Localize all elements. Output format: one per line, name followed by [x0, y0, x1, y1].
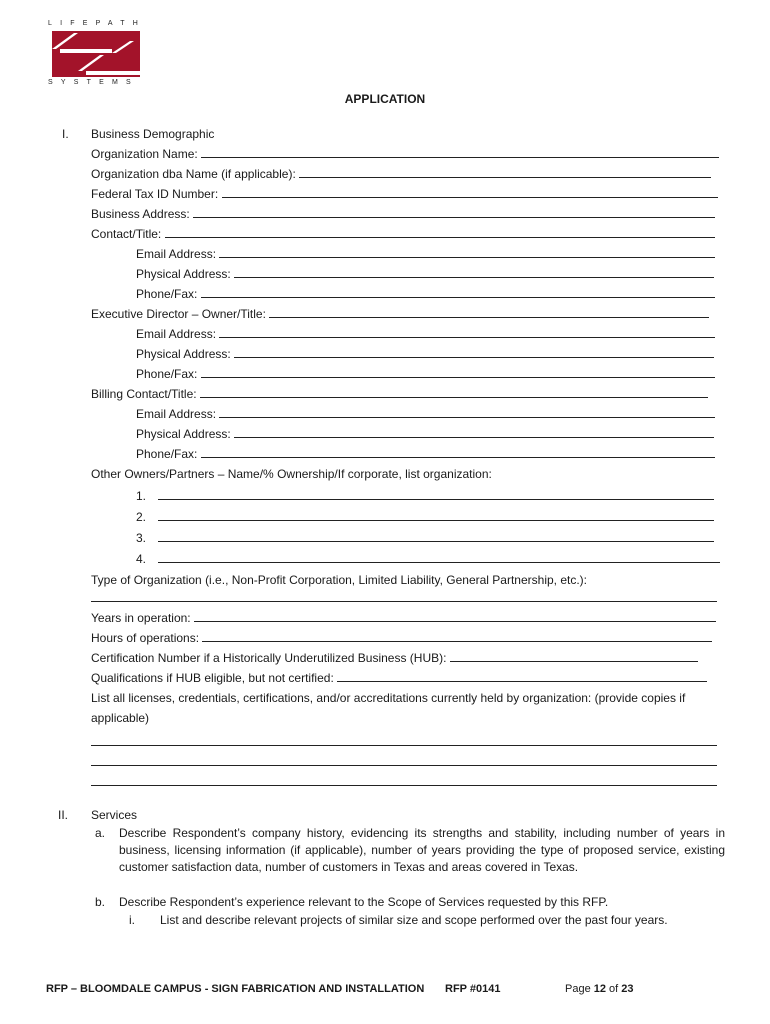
- form-field-billing-physical-address[interactable]: Physical Address:: [136, 426, 714, 442]
- form-field-organization-name[interactable]: Organization Name:: [91, 146, 719, 162]
- item-a-text: Describe Respondent’s company history, evidencing its strengths and stability, including number of years in business, licensing information (if applicable), number of years providing the type of proposed service, existing customer satisfaction data, number of customers in Texas and areas covered in Texas.: [119, 826, 725, 874]
- form-field-federal-tax-id[interactable]: Federal Tax ID Number:: [91, 186, 718, 202]
- owners-label: Other Owners/Partners – Name/% Ownership/If corporate, list organization:: [91, 467, 492, 481]
- form-field-billing-email[interactable]: Email Address:: [136, 406, 715, 422]
- item-b-i-numeral: i.: [129, 913, 135, 927]
- form-field-contact-title[interactable]: Contact/Title:: [91, 226, 715, 242]
- form-field-billing-phone-fax[interactable]: Phone/Fax:: [136, 446, 715, 462]
- form-field-licenses-line-3[interactable]: [91, 774, 717, 790]
- company-logo: [48, 20, 147, 88]
- form-field-years-in-operation[interactable]: Years in operation:: [91, 610, 716, 626]
- form-field-owner-3[interactable]: 3.: [136, 530, 714, 546]
- form-field-contact-email[interactable]: Email Address:: [136, 246, 715, 262]
- item-a-letter: a.: [95, 826, 106, 840]
- form-field-contact-physical-address[interactable]: Physical Address:: [136, 266, 714, 282]
- logo-bottom-text: SYSTEMS: [48, 79, 139, 86]
- section-1-numeral: I.: [62, 127, 69, 141]
- form-field-hub-certification[interactable]: Certification Number if a Historically Underutilized Business (HUB):: [91, 650, 698, 666]
- org-type-label: Type of Organization (i.e., Non-Profit Corporation, Limited Liability, General Partnership, etc.):: [91, 573, 588, 587]
- section-2-heading: Services: [91, 808, 138, 822]
- form-field-licenses-line-1[interactable]: [91, 734, 717, 750]
- section-1-heading: Business Demographic: [91, 127, 215, 141]
- form-field-billing-contact[interactable]: Billing Contact/Title:: [91, 386, 708, 402]
- footer-page-number: Page 12 of 23: [565, 983, 634, 995]
- form-field-org-type[interactable]: [91, 590, 717, 606]
- item-b-i-text: List and describe relevant projects of similar size and scope performed over the past four years.: [160, 913, 668, 927]
- form-field-exec-email[interactable]: Email Address:: [136, 326, 715, 342]
- logo-top-text: LIFEPATH: [48, 20, 147, 27]
- form-field-contact-phone-fax[interactable]: Phone/Fax:: [136, 286, 715, 302]
- footer-rfp-number: RFP #0141: [445, 983, 501, 995]
- form-field-hours-of-operation[interactable]: Hours of operations:: [91, 630, 712, 646]
- form-field-dba-name[interactable]: Organization dba Name (if applicable):: [91, 166, 711, 182]
- page-title: APPLICATION: [344, 92, 426, 106]
- form-field-licenses-line-2[interactable]: [91, 754, 717, 770]
- form-field-exec-physical-address[interactable]: Physical Address:: [136, 346, 714, 362]
- form-field-hub-qualifications[interactable]: Qualifications if HUB eligible, but not certified:: [91, 670, 707, 686]
- item-b-text: Describe Respondent’s experience relevant to the Scope of Services requested by this RFP.: [119, 895, 609, 909]
- logo-mark-icon: [52, 31, 140, 77]
- section-2-numeral: II.: [58, 808, 69, 822]
- form-field-owner-2[interactable]: 2.: [136, 509, 714, 525]
- form-field-business-address[interactable]: Business Address:: [91, 206, 715, 222]
- form-field-owner-4[interactable]: 4.: [136, 551, 720, 567]
- form-field-exec-phone-fax[interactable]: Phone/Fax:: [136, 366, 715, 382]
- form-field-owner-1[interactable]: 1.: [136, 488, 714, 504]
- licenses-label-line-1: List all licenses, credentials, certifications, and/or accreditations currently held by organization: (provide copies if: [91, 691, 686, 705]
- footer-rfp-title: RFP – BLOOMDALE CAMPUS - SIGN FABRICATION AND INSTALLATION: [46, 983, 425, 995]
- item-b-letter: b.: [95, 895, 106, 909]
- licenses-label-line-2: applicable): [91, 711, 150, 725]
- form-field-executive-director[interactable]: Executive Director – Owner/Title:: [91, 306, 709, 322]
